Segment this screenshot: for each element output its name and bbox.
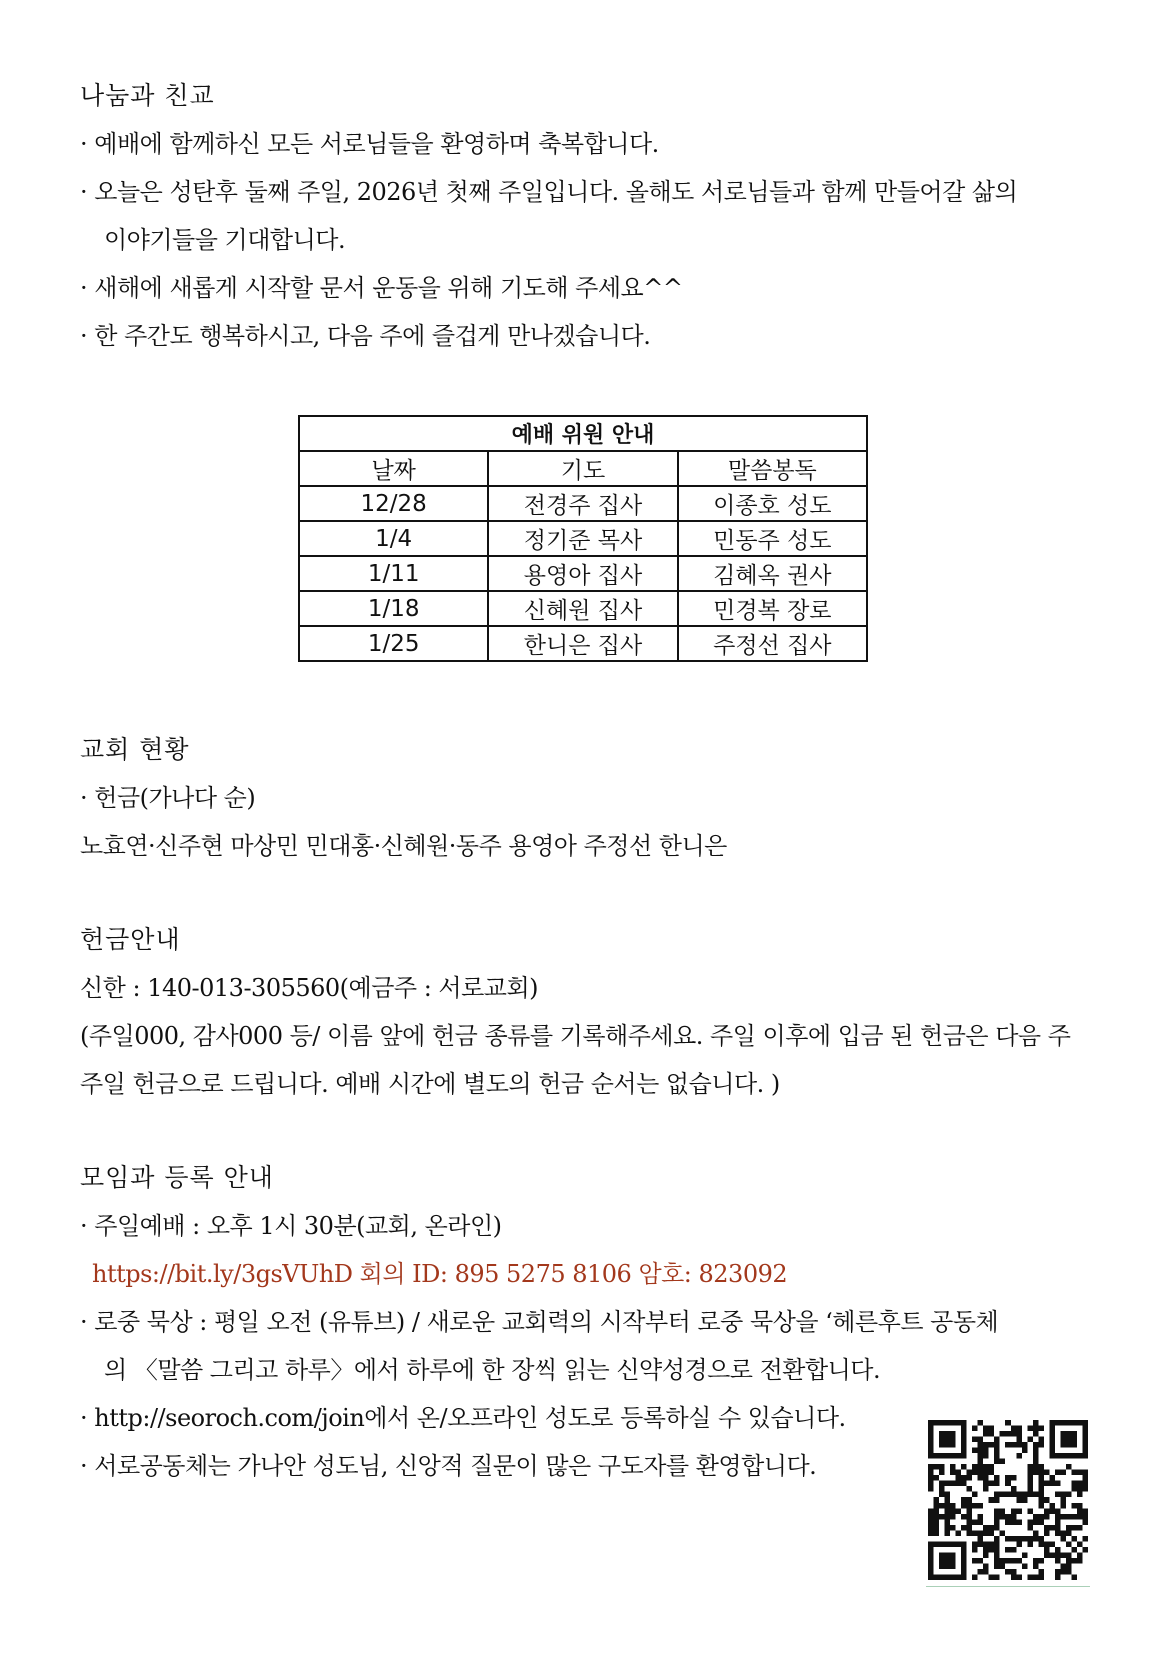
row-reading: 민동주 성도	[678, 521, 867, 556]
row-reading: 주정선 집사	[678, 626, 867, 661]
sharing-heading: 나눔과 친교	[80, 81, 215, 110]
meeting-meditation-cont: 의 〈말씀 그리고 하루〉에서 하루에 한 장씩 읽는 신약성경으로 전환합니다.	[104, 1356, 881, 1384]
offering-heading: 헌금안내	[80, 925, 181, 954]
zoom-link[interactable]: https://bit.ly/3gsVUhD 회의 ID: 895 5275 8106 암호: 823092	[92, 1260, 788, 1288]
sharing-item-2-cont: 이야기들을 기대합니다.	[104, 226, 346, 254]
offering-note-1: (주일000, 감사000 등/ 이름 앞에 헌금 종류를 기록해주세요. 주일 이후에 입금 된 헌금은 다음 주	[80, 1022, 1071, 1050]
offering-account: 신한 : 140-013-305560(예금주 : 서로교회)	[80, 974, 539, 1002]
header-prayer: 기도	[488, 451, 677, 486]
meeting-heading: 모임과 등록 안내	[80, 1163, 274, 1192]
table-row	[299, 521, 867, 556]
meeting-welcome: · 서로공동체는 가나안 성도님, 신앙적 질문이 많은 구도자를 환영합니다.	[80, 1452, 817, 1480]
qr-code-icon[interactable]	[928, 1420, 1088, 1580]
row-date: 12/28	[299, 486, 488, 521]
header-reading: 말씀봉독	[678, 451, 867, 486]
table-row	[299, 556, 867, 591]
worship-committee-table	[298, 415, 868, 662]
sharing-item-3: · 새해에 새롭게 시작할 문서 운동을 위해 기도해 주세요^^	[80, 274, 683, 302]
table-row	[299, 591, 867, 626]
row-date: 1/11	[299, 556, 488, 591]
table-row	[299, 486, 867, 521]
row-date: 1/4	[299, 521, 488, 556]
status-item-names: 노효연·신주현 마상민 민대홍·신혜원·동주 용영아 주정선 한니은	[80, 832, 727, 860]
qr-underline	[926, 1586, 1090, 1587]
row-prayer: 용영아 집사	[488, 556, 677, 591]
header-date: 날짜	[299, 451, 488, 486]
status-heading: 교회 현황	[80, 735, 190, 764]
row-prayer: 한니은 집사	[488, 626, 677, 661]
table-header-row	[299, 451, 867, 486]
row-prayer: 신혜원 집사	[488, 591, 677, 626]
meeting-meditation: · 로중 묵상 : 평일 오전 (유튜브) / 새로운 교회력의 시작부터 로중 묵상을 ‘헤른후트 공동체	[80, 1308, 999, 1336]
row-date: 1/18	[299, 591, 488, 626]
row-reading: 김혜옥 권사	[678, 556, 867, 591]
row-prayer: 정기준 목사	[488, 521, 677, 556]
status-item-offering-order: · 헌금(가나다 순)	[80, 784, 256, 812]
row-reading: 민경복 장로	[678, 591, 867, 626]
sharing-item-1: · 예배에 함께하신 모든 서로님들을 환영하며 축복합니다.	[80, 130, 659, 158]
table-row	[299, 626, 867, 661]
row-reading: 이종호 성도	[678, 486, 867, 521]
row-prayer: 전경주 집사	[488, 486, 677, 521]
sharing-item-2: · 오늘은 성탄후 둘째 주일, 2026년 첫째 주일입니다. 올해도 서로님들과 함께 만들어갈 삶의	[80, 178, 1018, 206]
meeting-register[interactable]: · http://seoroch.com/join에서 온/오프라인 성도로 등록하실 수 있습니다.	[80, 1404, 846, 1432]
sharing-item-4: · 한 주간도 행복하시고, 다음 주에 즐겁게 만나겠습니다.	[80, 322, 651, 350]
offering-note-2: 주일 헌금으로 드립니다. 예배 시간에 별도의 헌금 순서는 없습니다. )	[80, 1070, 780, 1098]
committee-title: 예배 위원 안내	[299, 416, 867, 451]
row-date: 1/25	[299, 626, 488, 661]
meeting-worship: · 주일예배 : 오후 1시 30분(교회, 온라인)	[80, 1212, 502, 1240]
